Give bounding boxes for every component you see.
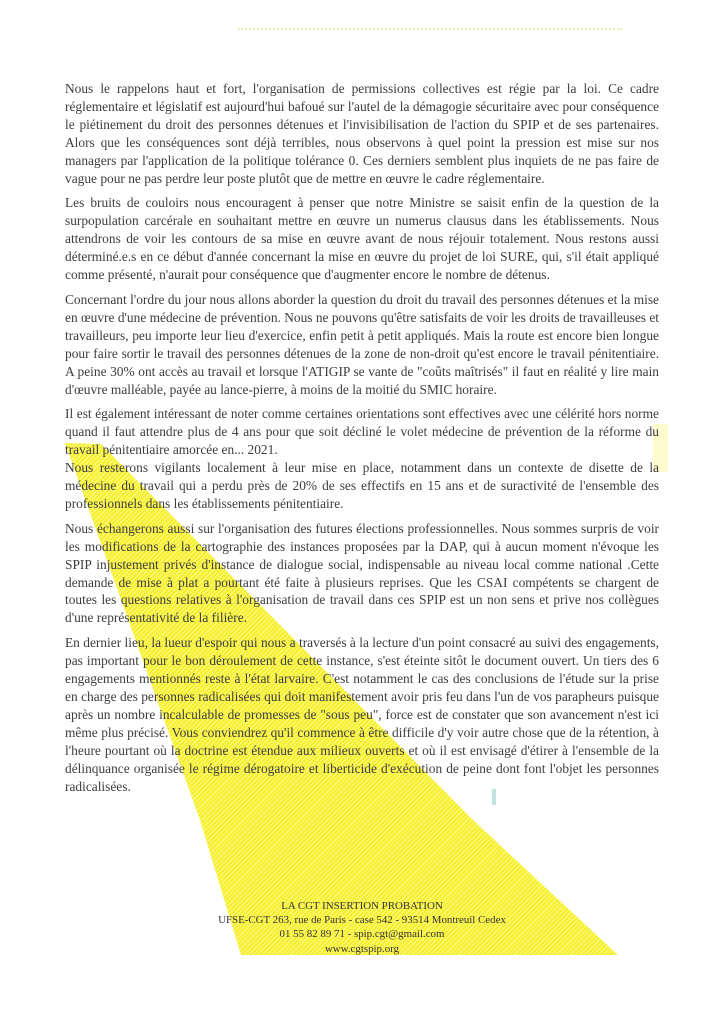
paragraph-vigilance: Nous resterons vigilants localement à leur mise en place, notamment dans un contexte de disette de la médecine du travail qui a perdu près de 20% de ses effectifs en 15 ans et de suractivité de l'ensemble des professionnels dans les établissements pénitentiaire. [65,460,659,511]
footer-contact-block [0,899,724,956]
paragraph-orientations: Il est également intéressant de noter comme certaines orientations sont effectives avec une célérité hors norme quand il faut attendre plus de 4 ans pour que soit décliné le volet médecine de prévention de la réforme du travail pénitentiaire amorcée en... 2021. [65,406,659,458]
footer-phone-email: 01 55 82 89 71 - spip.cgt@gmail.com [279,928,445,941]
paragraph-surpopulation: Les bruits de couloirs nous encouragent à penser que notre Ministre se saisit enfin de la question de la surpopulation carcérale en souhaitant mettre en œuvre un numerus clausus dans les établissements. Nous attendrons de voir les contours de sa mise en œuvre avant de nous réjouir totalement. Nous restons aussi déterminé.e.s en ce début d'année concernant la mise en œuvre du projet de loi SURE, qui, s'il était appliqué comme présenté, n'aurait pour conséquence que d'augmenter encore le nombre de détenus. [65,195,659,283]
decorative-dotted-line [238,28,622,30]
paragraph-elections: Nous échangerons aussi sur l'organisation des futures élections professionnelles. Nous sommes surpris de voir les modifications de la cartographie des instances proposées par la DAP, qui à aucun moment n'évoque les SPIP injustement privés d'instance de dialogue social, indispensable au niveau local comme national .Cette demande de mise à plat a pourtant été faite à plusieurs reprises. Que les CSAI compétents se chargent de toutes les questions relatives à l'organisation de travail dans ces SPIP est un non sens et prive nos collègues d'une représentativité de la filière. [65,520,659,626]
body-text [65,80,659,802]
footer-org-name: LA CGT INSERTION PROBATION [281,900,443,912]
footer-website: www.cgtspip.org [324,942,400,955]
paragraph-droit-du-travail: Concernant l'ordre du jour nous allons aborder la question du droit du travail des personnes détenues et la mise en œuvre d'une médecine de prévention. Nous ne pouvons qu'être satisfaits de voir les droits de travailleuses et travailleurs, peu importe leur lieu d'exercice, enfin petit à petit appliqués. Mais la route est encore bien longue pour faire sortir le travail des personnes détenues de la zone de non-droit qu'est encore le travail pénitentiaire. A peine 30% ont accès au travail et lorsque l'ATIGIP se vante de "coûts maîtrisés" il faut en réalité y lire main d'œuvre malléable, payée au lance-pierre, à moins de la moitié du SMIC horaire. [65,291,659,397]
text-caret-artifact [492,789,496,805]
paragraph-permissions-collectives: Nous le rappelons haut et fort, l'organisation de permissions collectives est régie par la loi. Ce cadre réglementaire et législatif est aujourd'hui bafoué sur l'autel de la démagogie sécuritaire avec pour conséquence le piétinement du droit des personnes détenues et l'invisibilisation de l'action du SPIP et de ses partenaires. Alors que les conséquences sont déjà terribles, nous observons à quel point la pression est mise sur nos managers par l'application de la politique tolérance 0. Ces derniers semblent plus inquiets de ne pas faire de vague pour ne pas perdre leur poste plutôt que de mettre en œuvre le cadre réglementaire. [65,81,659,186]
paragraph-engagements: En dernier lieu, la lueur d'espoir qui nous a traversés à la lecture d'un point consacré au suivi des engagements, pas important pour le bon déroulement de cette instance, s'est éteinte sitôt le document ouvert. Un tiers des 6 engagements mentionnés reste à l'état larvaire. C'est notamment le cas des conclusions de l'étude sur la prise en charge des personnes radicalisées qui doit manifestement avoir pris feu dans l'un de vos parapheurs puisque après un nombre incalculable de promesses de "sous peu", force est de constater que son avancement n'est ici même plus précisé. Vous conviendrez qu'il commence à être difficile d'y voir autre chose que de la rétention, à l'heure pourtant où la doctrine est étendue aux milieux ouverts et où il est envisagé d'étirer à l'ensemble de la délinquance organisée le régime dérogatoire et liberticide d'exécution de peine dont font l'objet les personnes radicalisées. [65,635,659,794]
footer-address: UFSE-CGT 263, rue de Paris - case 542 - 93514 Montreuil Cedex [218,914,506,927]
